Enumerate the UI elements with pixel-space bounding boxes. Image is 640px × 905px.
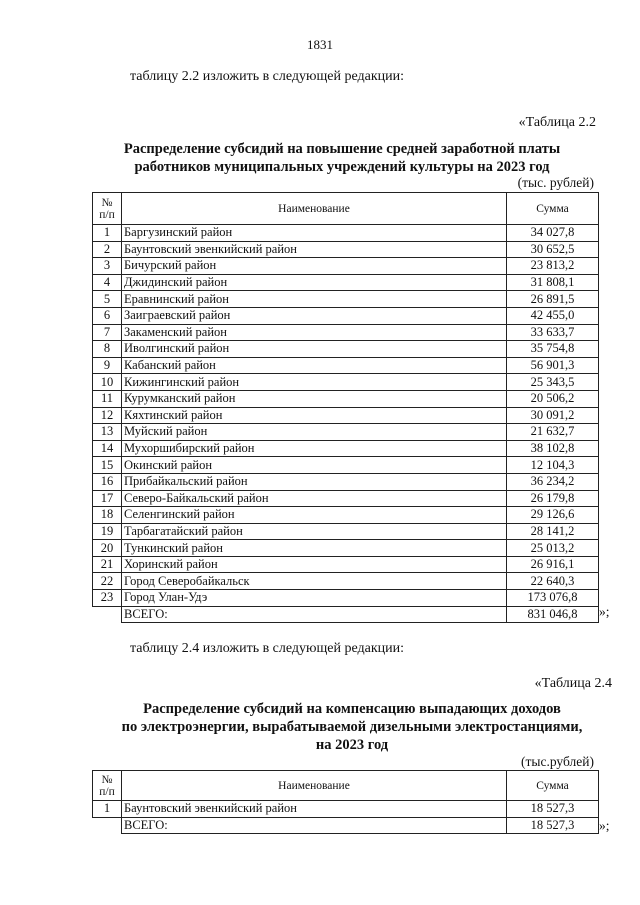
table-2-4-title-line1: Распределение субсидий на компенсацию выпадающих доходов — [143, 701, 561, 717]
row-number: 1 — [93, 801, 122, 818]
total-sum: 831 046,8 — [507, 606, 599, 623]
table-row — [93, 291, 599, 308]
row-number: 1 — [93, 225, 122, 242]
table-row — [93, 473, 599, 490]
table-row — [93, 801, 599, 818]
row-number: 13 — [93, 424, 122, 441]
row-name: Город Северобайкальск — [122, 573, 507, 590]
row-number: 21 — [93, 556, 122, 573]
total-sum: 18 527,3 — [507, 817, 599, 834]
header-sum: Сумма — [507, 193, 599, 225]
table-row — [93, 274, 599, 291]
table-row — [93, 241, 599, 258]
row-name: Иволгинский район — [122, 341, 507, 358]
row-name: Курумканский район — [122, 390, 507, 407]
header-name: Наименование — [122, 771, 507, 801]
row-name: Баргузинский район — [122, 225, 507, 242]
table-row — [93, 540, 599, 557]
header-sum: Сумма — [507, 771, 599, 801]
row-number: 11 — [93, 390, 122, 407]
row-name: Джидинский район — [122, 274, 507, 291]
table-row — [93, 341, 599, 358]
table-row — [93, 490, 599, 507]
row-sum: 18 527,3 — [507, 801, 599, 818]
row-sum: 56 901,3 — [507, 357, 599, 374]
row-sum: 36 234,2 — [507, 473, 599, 490]
total-num-cell — [93, 606, 122, 623]
row-number: 2 — [93, 241, 122, 258]
table-2-4-title-line3: на 2023 год — [315, 737, 389, 753]
row-sum: 34 027,8 — [507, 225, 599, 242]
row-sum: 173 076,8 — [507, 590, 599, 607]
row-sum: 31 808,1 — [507, 274, 599, 291]
row-number: 6 — [93, 307, 122, 324]
row-name: Баунтовский эвенкийский район — [122, 241, 507, 258]
total-num-cell — [93, 817, 122, 834]
total-label: ВСЕГО: — [122, 817, 507, 834]
table-2-4 — [92, 770, 599, 834]
table-2-2 — [92, 192, 599, 623]
intro-table-2-2: таблицу 2.2 изложить в следующей редакции: — [130, 69, 405, 84]
table-2-4-title-line2: по электроэнергии, вырабатываемой дизельными электростанциями, — [121, 719, 583, 735]
row-name: Прибайкальский район — [122, 473, 507, 490]
table-2-2-closer: »; — [599, 604, 610, 619]
row-sum: 28 141,2 — [507, 523, 599, 540]
row-number: 23 — [93, 590, 122, 607]
row-number: 17 — [93, 490, 122, 507]
table-2-2-body — [93, 225, 599, 607]
row-sum: 35 754,8 — [507, 341, 599, 358]
table-2-2-units: (тыс. рублей) — [517, 175, 594, 190]
row-number: 8 — [93, 341, 122, 358]
table-2-2-total-row — [93, 606, 599, 623]
table-row — [93, 307, 599, 324]
row-name: Муйский район — [122, 424, 507, 441]
table-2-4-label: «Таблица 2.4 — [534, 676, 612, 691]
row-sum: 30 091,2 — [507, 407, 599, 424]
row-number: 19 — [93, 523, 122, 540]
row-name: Хоринский район — [122, 556, 507, 573]
table-2-2-title — [92, 140, 592, 176]
row-sum: 26 916,1 — [507, 556, 599, 573]
row-sum: 23 813,2 — [507, 258, 599, 275]
table-row — [93, 457, 599, 474]
table-row — [93, 324, 599, 341]
row-name: Город Улан-Удэ — [122, 590, 507, 607]
row-number: 12 — [93, 407, 122, 424]
header-num: № п/п — [93, 193, 122, 225]
row-sum: 22 640,3 — [507, 573, 599, 590]
row-name: Тункинский район — [122, 540, 507, 557]
row-number: 7 — [93, 324, 122, 341]
row-name: Окинский район — [122, 457, 507, 474]
table-row — [93, 258, 599, 275]
table-row — [93, 357, 599, 374]
row-number: 9 — [93, 357, 122, 374]
table-row — [93, 440, 599, 457]
row-name: Северо-Байкальский район — [122, 490, 507, 507]
row-sum: 21 632,7 — [507, 424, 599, 441]
row-name: Бичурский район — [122, 258, 507, 275]
table-2-4-header — [93, 771, 599, 801]
table-2-2-header — [93, 193, 599, 225]
table-row — [93, 590, 599, 607]
total-label: ВСЕГО: — [122, 606, 507, 623]
table-2-4-units: (тыс.рублей) — [521, 754, 594, 769]
table-row — [93, 573, 599, 590]
row-name: Кижингинский район — [122, 374, 507, 391]
row-sum: 26 891,5 — [507, 291, 599, 308]
table-row — [93, 407, 599, 424]
table-row — [93, 523, 599, 540]
row-sum: 25 013,2 — [507, 540, 599, 557]
table-row — [93, 556, 599, 573]
table-2-4-body — [93, 801, 599, 818]
row-sum: 33 633,7 — [507, 324, 599, 341]
page-number: 1831 — [307, 37, 333, 52]
row-sum: 42 455,0 — [507, 307, 599, 324]
row-number: 4 — [93, 274, 122, 291]
row-sum: 38 102,8 — [507, 440, 599, 457]
row-sum: 20 506,2 — [507, 390, 599, 407]
table-row — [93, 507, 599, 524]
table-row — [93, 374, 599, 391]
table-row — [93, 390, 599, 407]
row-sum: 12 104,3 — [507, 457, 599, 474]
row-name: Заиграевский район — [122, 307, 507, 324]
row-number: 22 — [93, 573, 122, 590]
table-2-4-title — [92, 700, 612, 754]
row-number: 14 — [93, 440, 122, 457]
row-number: 3 — [93, 258, 122, 275]
intro-table-2-4: таблицу 2.4 изложить в следующей редакции: — [130, 641, 405, 656]
row-name: Еравнинский район — [122, 291, 507, 308]
row-name: Селенгинский район — [122, 507, 507, 524]
table-2-2-label: «Таблица 2.2 — [518, 115, 596, 130]
row-number: 20 — [93, 540, 122, 557]
table-row — [93, 225, 599, 242]
header-num: № п/п — [93, 771, 122, 801]
table-2-4-closer: »; — [599, 818, 610, 833]
row-name: Мухоршибирский район — [122, 440, 507, 457]
header-name: Наименование — [122, 193, 507, 225]
row-sum: 26 179,8 — [507, 490, 599, 507]
table-row — [93, 424, 599, 441]
row-name: Тарбагатайский район — [122, 523, 507, 540]
table-2-4-total-row — [93, 817, 599, 834]
row-name: Баунтовский эвенкийский район — [122, 801, 507, 818]
row-number: 10 — [93, 374, 122, 391]
row-number: 15 — [93, 457, 122, 474]
row-sum: 29 126,6 — [507, 507, 599, 524]
table-2-2-title-line2: работников муниципальных учреждений культуры на 2023 год — [134, 159, 550, 175]
row-name: Кяхтинский район — [122, 407, 507, 424]
row-number: 18 — [93, 507, 122, 524]
row-sum: 30 652,5 — [507, 241, 599, 258]
row-name: Кабанский район — [122, 357, 507, 374]
row-number: 16 — [93, 473, 122, 490]
table-2-2-title-line1: Распределение субсидий на повышение средней заработной платы — [123, 141, 561, 157]
row-sum: 25 343,5 — [507, 374, 599, 391]
row-name: Закаменский район — [122, 324, 507, 341]
row-number: 5 — [93, 291, 122, 308]
